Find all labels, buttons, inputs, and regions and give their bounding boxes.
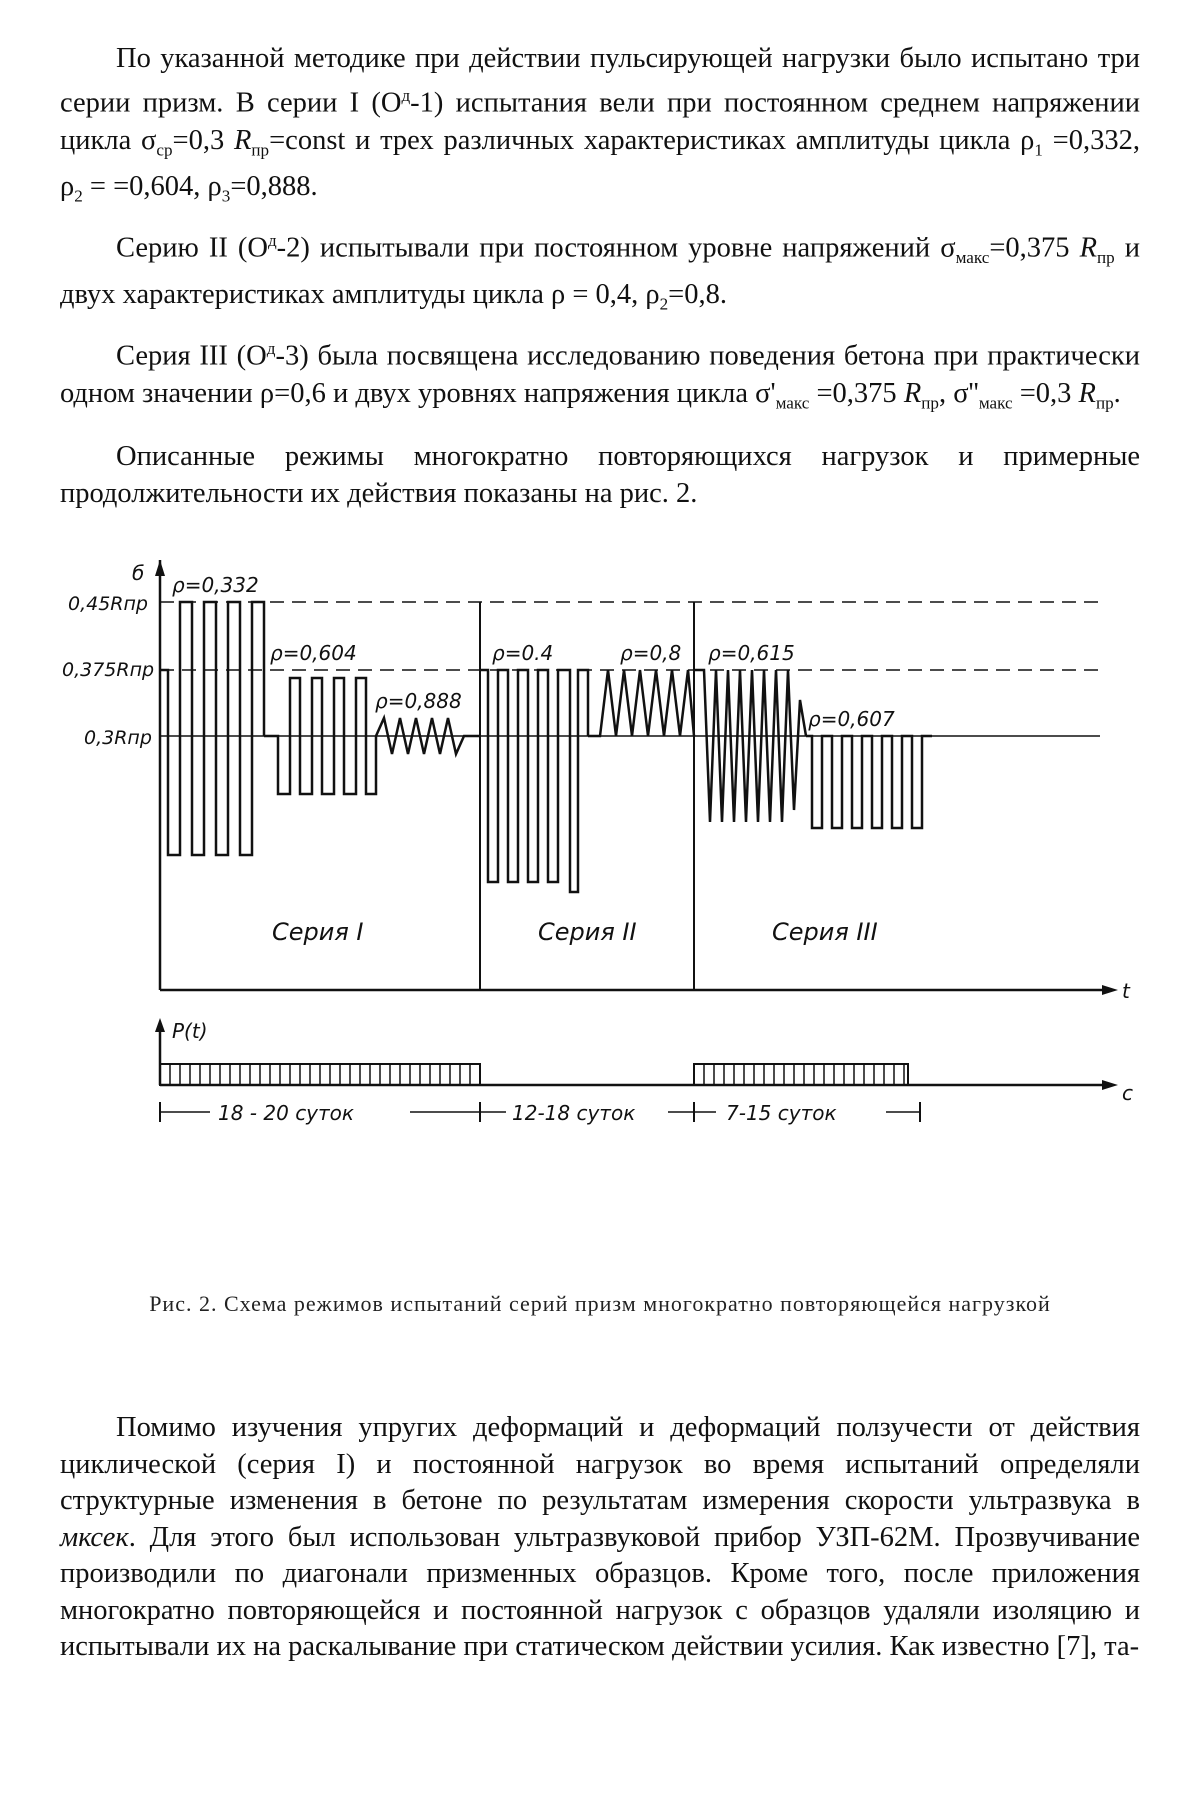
duration-label-series-3: 7-15 суток (726, 1101, 837, 1125)
sigma-axis-label: б (132, 561, 145, 585)
p-axis-arrow (155, 1018, 165, 1032)
paragraph-2: Серию II $(О^д-2)$ испытывали при постоянном уровне напряжений $\sigma_{макс}=0,375$ $R_{пр}$ и двух характеристиках амплитуды цикла ρ = 0,4, $\rho_2=0,8$. (60, 231, 1140, 314)
load-schedule (155, 1018, 1133, 1125)
p-time-axis-label: с (1122, 1081, 1133, 1105)
wave-rho-0615 (694, 670, 806, 822)
load-block-series-1-ticks (170, 1064, 470, 1085)
level-label-045: 0,45Rпр (68, 593, 148, 615)
series-labels (272, 918, 878, 946)
rho-label-04: ρ=0.4 (492, 641, 554, 665)
sigma-axis-arrow (155, 560, 165, 576)
paragraph-3: Серия III $(О^д-3)$ была посвящена исследованию поведения бетона при практически одном значении ρ=0,6 и двух уровнях напряжения цикла $\sigma'_{макс} =0,375$ $R_{пр}$, $\sigma''_{макс} =0,3$ $R_{пр}$. (60, 339, 1140, 413)
load-block-series-3-ticks (704, 1064, 904, 1085)
rho-label-0888: ρ=0,888 (375, 689, 462, 713)
paragraph-1: По указанной методике при действии пульсирующей нагрузки было испытано три серии призм. В серии I $(О^д-1)$ испытания вели при постоянном среднем напряжении цикла $\sigma_{ср}=0,3$ $R_{пр}=const$ и трех различных характеристиках амплитуды цикла $\rho_1 =0,332$, $\rho_2 = =0,604$, $\rho_3=0,888$. (60, 43, 1140, 206)
series-label-3: Серия III (772, 918, 878, 946)
series-label-2: Серия II (538, 918, 637, 946)
duration-label-series-1: 18 - 20 суток (218, 1101, 354, 1125)
wave-rho-08 (588, 670, 694, 736)
load-block-series-3 (694, 1064, 908, 1085)
time-axis-arrow (1102, 985, 1118, 995)
wave-rho-0332 (160, 602, 264, 855)
rho-label-0607: ρ=0,607 (808, 707, 895, 731)
series-label-1: Серия I (272, 918, 364, 946)
wave-rho-0607 (806, 736, 932, 828)
figure-caption: Рис. 2. Схема режимов испытаний серий призм многократно повторяющейся нагрузкой (149, 1291, 1051, 1316)
p-axis-label: P(t) (172, 1019, 208, 1043)
level-label-0375: 0,375Rпр (62, 659, 155, 681)
load-regime-figure (60, 560, 1150, 1250)
rho-label-08: ρ=0,8 (620, 641, 682, 665)
wave-rho-04 (480, 670, 588, 892)
rho-label-0604: ρ=0,604 (270, 641, 357, 665)
rho-label-0332: ρ=0,332 (172, 573, 259, 597)
paragraph-5: Помимо изучения упругих деформаций и деформаций ползучести от действия циклической (серия I) и постоянной нагрузок во время испытаний определяли структурные изменения в бетоне по результатам измерения скорости ультразвука в мксек. Для этого был использован ультразвуковой прибор УЗП-62М. Прозвучивание производили по диагонали призменных образцов. Кроме того, после приложения многократно повторяющейся и постоянной нагрузок с образцов удаляли изоляцию и испытывали их на раскалывание при статическом действии усилия. Как известно [7], та- (60, 1412, 1140, 1662)
level-label-03: 0,3Rпр (84, 727, 152, 749)
p-time-axis-arrow (1102, 1080, 1118, 1090)
paragraph-4: Описанные режимы многократно повторяющихся нагрузок и примерные продолжительности их действия показаны на рис. 2. (60, 441, 1140, 509)
time-axis-label: t (1122, 979, 1130, 1003)
duration-label-series-2: 12-18 суток (512, 1101, 636, 1125)
rho-label-0615: ρ=0,615 (708, 641, 795, 665)
